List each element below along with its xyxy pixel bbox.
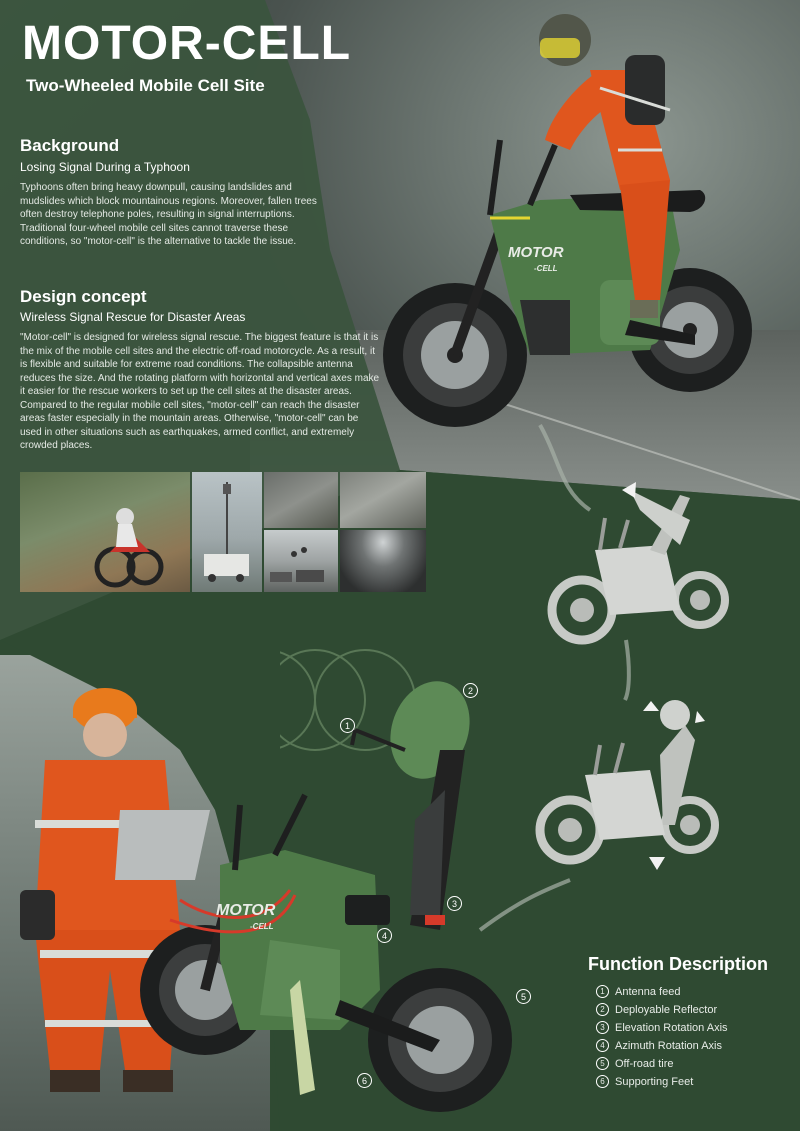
fold-arrow-icon <box>622 482 636 498</box>
rotate-arrow-icon <box>695 711 705 723</box>
design-concept-heading: Design concept <box>20 287 147 306</box>
thumbnail-crowded-concert <box>340 530 426 592</box>
function-item-label: Antenna feed <box>615 985 681 998</box>
thumbnail-rubble <box>340 472 426 528</box>
stage-2-rotation-illustration <box>525 695 725 875</box>
detailed-logo-top: MOTOR <box>216 902 276 919</box>
function-item-number: 3 <box>596 1021 609 1034</box>
stage-1-folding-illustration <box>540 470 740 650</box>
background-subheading: Losing Signal During a Typhoon <box>20 160 190 174</box>
hero-logo-bottom: -CELL <box>534 264 558 273</box>
hero-bike-logo <box>508 246 564 276</box>
callout-2: 2 <box>463 683 478 698</box>
function-item-number: 4 <box>596 1039 609 1052</box>
function-item <box>596 1057 674 1070</box>
page-title: MOTOR-CELL <box>22 17 352 70</box>
detailed-motorcycle-illustration <box>140 670 540 1120</box>
function-item <box>596 985 680 998</box>
function-item <box>596 1075 693 1088</box>
thumbnail-armed-conflict <box>264 530 338 592</box>
callout-6: 6 <box>357 1073 372 1088</box>
hero-logo-top: MOTOR <box>508 244 564 261</box>
design-concept-subheading: Wireless Signal Rescue for Disaster Areas <box>20 310 246 324</box>
detailed-bike-logo <box>216 904 275 934</box>
background-heading: Background <box>20 136 120 155</box>
hero-motorcycle-illustration <box>370 0 780 440</box>
thumbnail-offroad-motorcycle <box>20 472 190 592</box>
function-item-label: Azimuth Rotation Axis <box>615 1039 722 1052</box>
function-description-heading: Function Description <box>588 954 768 974</box>
tool-pouch <box>20 890 55 940</box>
callout-1: 1 <box>340 718 355 733</box>
detailed-logo-bottom: -CELL <box>250 922 274 931</box>
function-item <box>596 1003 717 1016</box>
function-item-label: Elevation Rotation Axis <box>615 1021 728 1034</box>
function-item-label: Off-road tire <box>615 1057 674 1070</box>
function-item <box>596 1021 728 1034</box>
thumbnail-landslide <box>264 472 338 528</box>
background-paragraph: Typhoons often bring heavy downpull, causing landslides and mudslides which block mountainous regions. Moreover, fallen trees often destroy telephone poles, resulting in signal interruptions. Traditional four-wheel mobile cell sites cannot traverse these conditions, so "motor-cell" is the alternative to tackle the issue. <box>20 182 317 247</box>
callout-3: 3 <box>447 896 462 911</box>
function-item <box>596 1039 722 1052</box>
function-item-label: Deployable Reflector <box>615 1003 718 1016</box>
function-item-number: 2 <box>596 1003 609 1016</box>
lower-feet-arrow-icon <box>649 857 665 870</box>
function-item-label: Supporting Feet <box>615 1075 694 1088</box>
function-item-number: 1 <box>596 985 609 998</box>
rotate-up-arrow-icon <box>643 701 659 711</box>
callout-5: 5 <box>516 989 531 1004</box>
thumbnail-cell-tower-truck <box>192 472 262 592</box>
design-concept-paragraph: "Motor-cell" is designed for wireless signal rescue. The biggest feature is that it is the mix of the mobile cell sites and the electric off-road motorcycle. As a result, it is flexible and suitable for extreme road conditions. The collapsible antenna reduces the size. And the rotating platform with horizontal and vertical axes make it easier for the rescue workers to set up the cell sites at the disaster areas. Compared to the regular mobile cell sites, "motor-cell" can reach the disaster areas faster especially in the mountain areas. Otherwise, "motor-cell" can be used in other situations such as earthquakes, armed conflict, and extremely crowded places. <box>20 332 380 451</box>
function-item-number: 5 <box>596 1057 609 1070</box>
page-subtitle: Two-Wheeled Mobile Cell Site <box>26 76 265 95</box>
callout-4: 4 <box>377 928 392 943</box>
function-item-number: 6 <box>596 1075 609 1088</box>
